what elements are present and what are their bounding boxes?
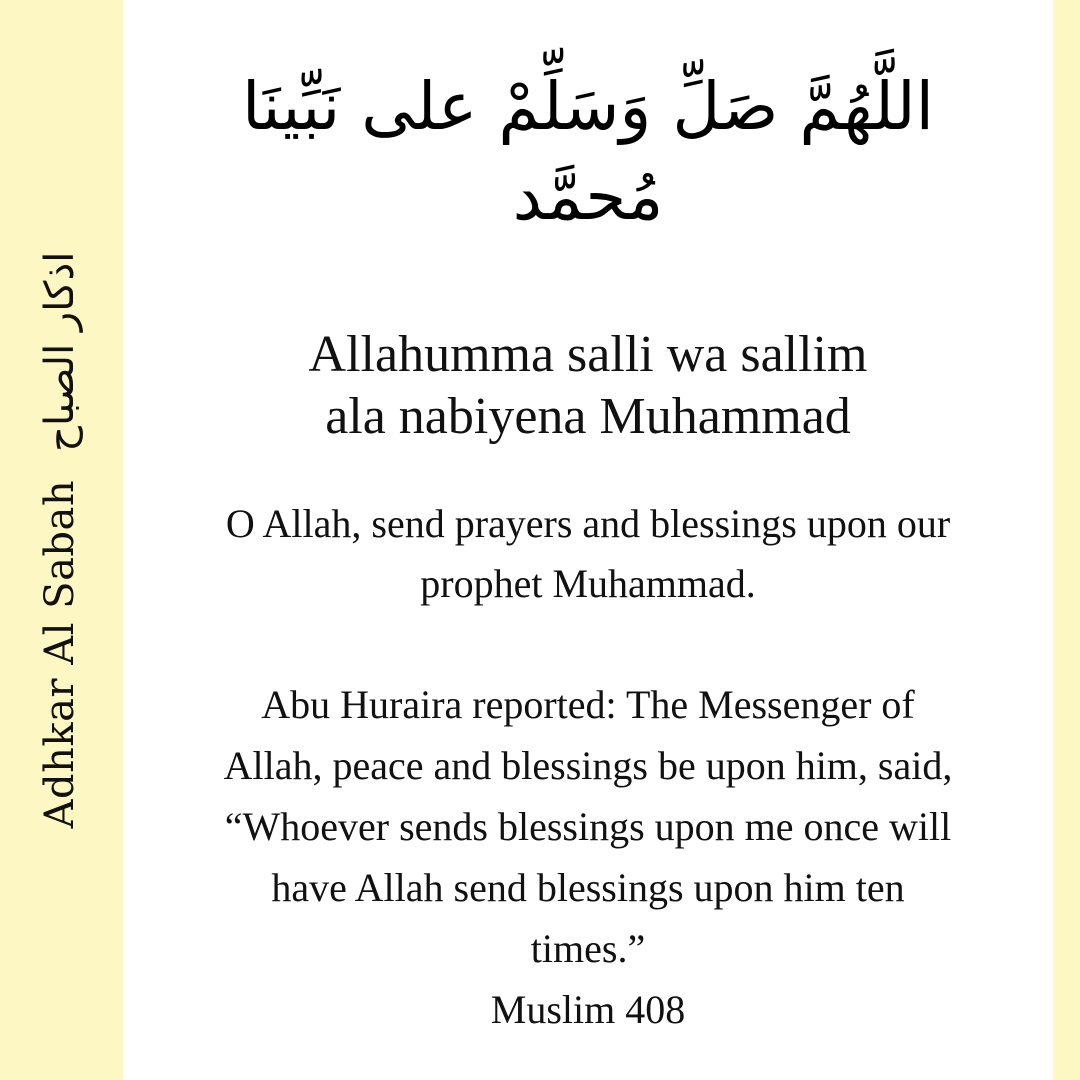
side-title: [37, 251, 83, 829]
dua-arabic-line-2: مُحمَّد: [512, 158, 664, 235]
translation-line-1: O Allah, send prayers and blessings upon our: [225, 501, 951, 546]
side-title-arabic: اذكار الصباح: [37, 251, 83, 452]
dua-arabic: [143, 62, 1033, 242]
dua-arabic-line-1: اللَّهُمَّ صَلِّ وَسَلِّمْ على نَبِّينَا: [241, 68, 934, 145]
hadith-line-1: Abu Huraira reported: The Messenger of: [261, 682, 915, 727]
dua-transliteration: [143, 324, 1033, 448]
hadith-line-2: Allah, peace and blessings be upon him, said,: [223, 743, 953, 788]
hadith-text: [133, 674, 1043, 1040]
hadith-line-5: times.”: [530, 926, 646, 971]
content-card: [123, 0, 1053, 1080]
hadith-line-4: have Allah send blessings upon him ten: [271, 865, 905, 910]
hadith-line-3: “Whoever sends blessings upon me once will: [224, 804, 952, 849]
dua-translation: [133, 494, 1043, 614]
hadith-source: Muslim 408: [490, 987, 686, 1032]
transliteration-line-2: ala nabiyena Muhammad: [325, 388, 851, 445]
translation-line-2: prophet Muhammad.: [420, 561, 756, 606]
transliteration-line-1: Allahumma salli wa sallim: [308, 326, 868, 383]
side-title-english: Adhkar Al Sabah: [37, 479, 83, 829]
